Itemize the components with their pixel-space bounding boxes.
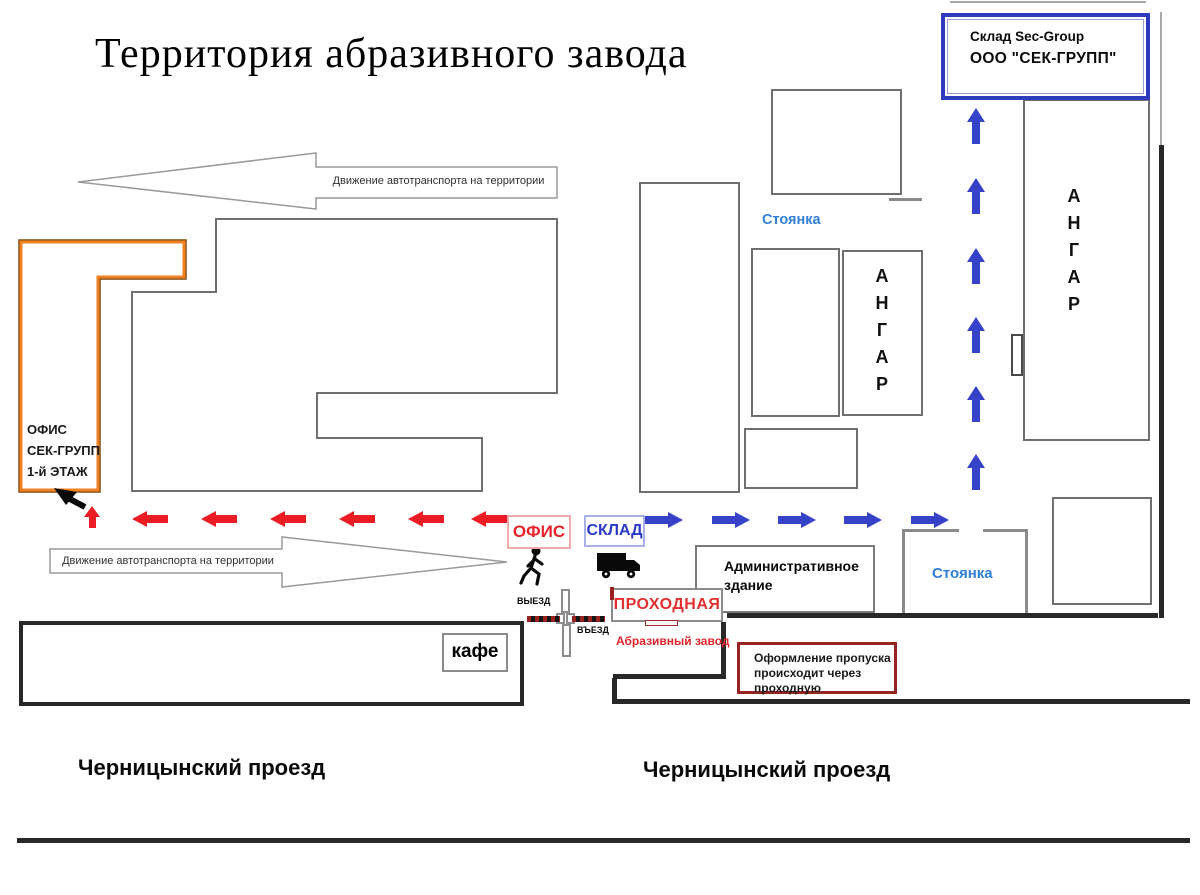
parking-wall (1025, 529, 1028, 613)
pedestrian-icon (521, 547, 542, 585)
territory-north-line (950, 1, 1146, 3)
blue-up-arrow-icon (967, 317, 985, 353)
admin-line1: Административное (724, 558, 859, 574)
blue-right-arrow-icon (778, 512, 816, 528)
street-name-west: Черницынский проезд (78, 755, 326, 780)
hangar-building-east (1023, 99, 1150, 441)
blue-right-arrow-icon (712, 512, 750, 528)
hangar-label-mid: АНГАР (872, 266, 892, 401)
gate-post (562, 624, 571, 657)
red-left-arrow-icon (408, 511, 444, 527)
exit-label: ВЫЕЗД (517, 596, 551, 606)
office-line3: 1-й ЭТАЖ (27, 464, 88, 479)
red-left-arrow-icon (339, 511, 375, 527)
red-left-arrow-icon (132, 511, 168, 527)
sec-group-warehouse-text (970, 29, 1117, 68)
blue-up-arrow-icon (967, 248, 985, 284)
territory-east-edge (1159, 145, 1164, 618)
warehouse-name: Склад Sec-Group (970, 29, 1085, 44)
hangar-label-east: АНГАР (1064, 186, 1084, 321)
red-left-arrow-icon (201, 511, 237, 527)
sec-group-warehouse-box (941, 13, 1150, 100)
blue-up-arrow-icon (967, 386, 985, 422)
parking-wall (902, 529, 905, 613)
parking-wall (983, 529, 1028, 532)
checkpoint-mark (610, 587, 614, 600)
admin-line2: здание (724, 577, 773, 593)
hangar-door (1011, 334, 1023, 376)
red-left-arrow-icon (471, 511, 507, 527)
cafe-building: кафе (442, 633, 508, 672)
street-name-east: Черницынский проезд (643, 757, 891, 782)
parking-label-south: Стоянка (932, 565, 993, 582)
parking-wall (902, 529, 959, 532)
red-up-arrow-icon (84, 506, 101, 528)
building (1052, 497, 1152, 605)
barrier-boom (527, 616, 560, 622)
office-route-tag: ОФИС (507, 515, 571, 549)
wall-segment (889, 198, 922, 201)
office-line1: ОФИС (27, 422, 67, 437)
pass-note-line3: проходную (754, 681, 821, 695)
checkpoint-mark (645, 620, 678, 626)
building (751, 248, 840, 417)
territory-south-edge (727, 613, 1158, 618)
blue-up-arrow-icon (967, 108, 985, 144)
building (744, 428, 858, 489)
road-edge (721, 622, 726, 678)
blue-right-arrow-icon (645, 512, 683, 528)
traffic-arrow-right-label: Движение автотранспорта на территории (62, 555, 274, 567)
pass-note-text (754, 651, 891, 696)
building (639, 182, 740, 493)
territory-east-line (1160, 12, 1162, 145)
road-edge (613, 674, 726, 679)
street-north-edge (612, 699, 1190, 704)
office-building-label (27, 419, 102, 482)
red-left-arrow-icon (270, 511, 306, 527)
checkpoint-box: ПРОХОДНАЯ (611, 588, 723, 622)
entry-label: ВЪЕЗД (577, 625, 609, 635)
office-line2: СЕК-ГРУПП (27, 443, 100, 458)
gate-post (561, 589, 570, 613)
blue-up-arrow-icon (967, 178, 985, 214)
traffic-arrow-left-label: Движение автотранспорта на территории (332, 175, 545, 187)
parking-label-north: Стоянка (762, 212, 821, 228)
central-building-outline (132, 219, 557, 491)
barrier-boom (572, 616, 605, 622)
pass-note-line1: Оформление пропуска (754, 651, 891, 665)
blue-right-arrow-icon (911, 512, 949, 528)
pass-note-line2: происходит через (754, 666, 862, 680)
blue-right-arrow-icon (844, 512, 882, 528)
factory-entrance-label: Абразивный завод (616, 634, 730, 648)
blue-up-arrow-icon (967, 454, 985, 490)
page-title: Территория абразивного завода (95, 31, 688, 77)
building (771, 89, 902, 195)
truck-icon (597, 553, 640, 578)
street-south-edge (17, 838, 1190, 843)
warehouse-route-tag: СКЛАД (584, 515, 645, 547)
pass-note-box (737, 642, 897, 694)
company-name: ООО "СЕК-ГРУПП" (970, 50, 1117, 67)
admin-building-label (724, 557, 859, 595)
